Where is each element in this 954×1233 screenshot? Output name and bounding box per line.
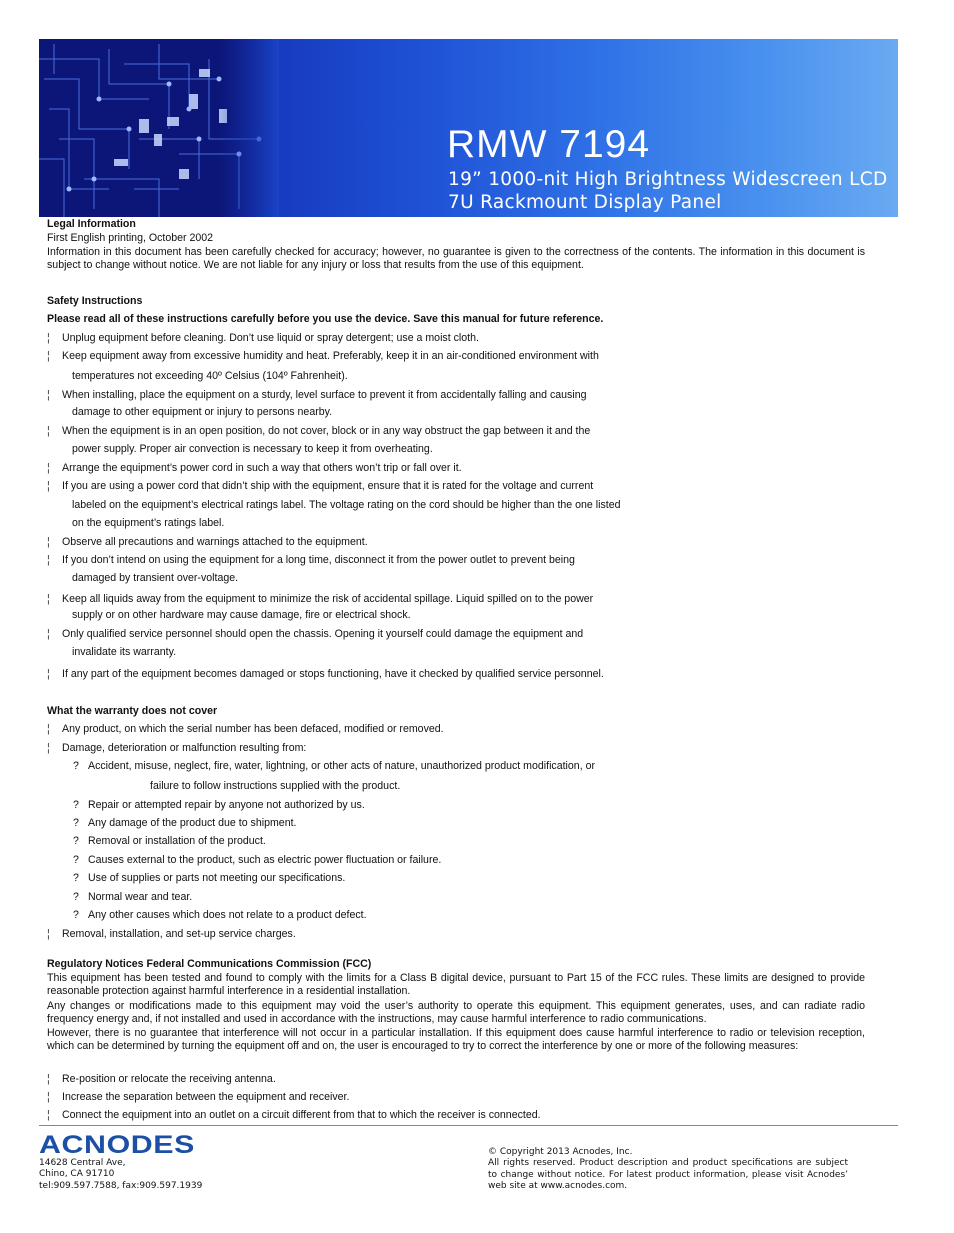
sub-bullet-mark: ?: [73, 872, 79, 884]
safety-item: ¦ Keep equipment away from excessive humidity and heat. Preferably, keep it in an air-conditioned environment with: [47, 350, 599, 362]
sub-bullet-mark: ?: [73, 909, 79, 921]
bullet-mark: ¦: [47, 554, 50, 566]
safety-item: ¦ When the equipment is in an open position, do not cover, block or in any way obstruct the gap between it and the: [47, 425, 591, 437]
safety-heading: Safety Instructions: [47, 295, 143, 307]
safety-intro: Please read all of these instructions carefully before you use the device. Save this manual for future reference.: [47, 313, 604, 325]
fcc-item: ¦ Increase the separation between the equipment and receiver.: [47, 1091, 350, 1103]
bullet-mark: ¦: [47, 593, 50, 605]
sub-bullet-mark: ?: [73, 891, 79, 903]
circuit-board-image: [39, 39, 279, 217]
bullet-mark: ¦: [47, 480, 50, 492]
warranty-subitem-cont: failure to follow instructions supplied with the product.: [150, 780, 401, 792]
warranty-item: ¦ Any product, on which the serial number has been defaced, modified or removed.: [47, 723, 444, 735]
sub-bullet-mark: ?: [73, 760, 79, 772]
bullet-mark: ¦: [47, 1091, 50, 1103]
warranty-subitem: ? Any other causes which does not relate to a product defect.: [73, 909, 367, 921]
sub-bullet-mark: ?: [73, 799, 79, 811]
bullet-mark: ¦: [47, 536, 50, 548]
address-city: Chino, CA 91710: [39, 1169, 115, 1180]
bullet-mark: ¦: [47, 628, 50, 640]
safety-item-cont: invalidate its warranty.: [72, 646, 177, 658]
bullet-mark: ¦: [47, 1073, 50, 1085]
bullet-mark: ¦: [47, 350, 50, 362]
product-subtitle-line1: 19” 1000-nit High Brightness Widescreen LCD: [448, 169, 888, 190]
product-title: RMW 7194: [447, 123, 651, 166]
bullet-mark: ¦: [47, 723, 50, 735]
address-street: 14628 Central Ave,: [39, 1158, 126, 1168]
safety-item-cont: power supply. Proper air convection is necessary to keep it from overheating.: [72, 443, 433, 455]
safety-item-cont: labeled on the equipment’s electrical ratings label. The voltage rating on the cord should be higher than the one listed: [72, 499, 621, 511]
warranty-heading: What the warranty does not cover: [47, 705, 218, 717]
safety-item-cont: damage to other equipment or injury to persons nearby.: [72, 406, 333, 418]
safety-item-cont: supply or on other hardware may cause damage, fire or electrical shock.: [72, 609, 411, 621]
bullet-mark: ¦: [47, 425, 50, 437]
bullet-mark: ¦: [47, 1109, 50, 1121]
fcc-item: ¦ Connect the equipment into an outlet on a circuit different from that to which the receiver is connected.: [47, 1109, 541, 1121]
safety-item: ¦ Observe all precautions and warnings attached to the equipment.: [47, 536, 368, 548]
footer-divider: [39, 1125, 898, 1126]
header-banner: [39, 39, 898, 217]
company-address: [39, 1158, 202, 1192]
warranty-subitem: ? Any damage of the product due to shipment.: [73, 817, 297, 829]
safety-item: ¦ When installing, place the equipment on a sturdy, level surface to prevent it from accidentally falling and causing: [47, 389, 587, 401]
warranty-item: ¦ Damage, deterioration or malfunction resulting from:: [47, 742, 307, 754]
copyright-line: © Copyright 2013 Acnodes, Inc.: [488, 1147, 633, 1157]
safety-item: ¦ Only qualified service personnel should open the chassis. Opening it yourself could damage the equipment and: [47, 628, 584, 640]
warranty-subitem: ? Repair or attempted repair by anyone not authorized by us.: [73, 799, 365, 811]
fcc-paragraph-1: This equipment has been tested and found to comply with the limits for a Class B digital device, pursuant to Part 15 of the FCC rules. These limits are designed to provide reasonable protection against harmful interference in a residential installation.: [47, 972, 865, 997]
bullet-mark: ¦: [47, 462, 50, 474]
warranty-item: ¦ Removal, installation, and set-up service charges.: [47, 928, 296, 940]
legal-paragraph: Information in this document has been carefully checked for accuracy; however, no guarantee is given to the correctness of the contents. The information in this document is subject to change without notice. We are not liable for any injury or loss that results from the use of this equipment.: [47, 246, 865, 271]
safety-item: ¦ Unplug equipment before cleaning. Don’t use liquid or spray detergent; use a moist cloth.: [47, 332, 479, 344]
safety-item: ¦ If you don’t intend on using the equipment for a long time, disconnect it from the power outlet to prevent being: [47, 554, 575, 566]
bullet-mark: ¦: [47, 389, 50, 401]
warranty-subitem: ? Removal or installation of the product.: [73, 835, 266, 847]
legal-heading: Legal Information: [47, 218, 136, 230]
safety-item: ¦ If any part of the equipment becomes damaged or stops functioning, have it checked by qualified service personnel.: [47, 668, 604, 680]
fcc-paragraph-3: However, there is no guarantee that interference will not occur in a particular installation. If this equipment does cause harmful interference to radio or television reception, which can be determined by turning the equipment off and on, the user is encouraged to try to correct the interference by one or more of the following measures:: [47, 1027, 865, 1052]
sub-bullet-mark: ?: [73, 835, 79, 847]
fcc-paragraph-2: Any changes or modifications made to this equipment may void the user’s authority to operate this equipment. This equipment generates, uses, and can radiate radio frequency energy and, if not installed and used in accordance with the instructions, may cause harmful interference to radio communications.: [47, 1000, 865, 1025]
address-phone: tel:909.597.7588, fax:909.597.1939: [39, 1180, 203, 1191]
legal-printing: First English printing, October 2002: [47, 232, 214, 244]
bullet-mark: ¦: [47, 928, 50, 940]
safety-item: ¦ If you are using a power cord that didn’t ship with the equipment, ensure that it is rated for the voltage and current: [47, 480, 594, 492]
fcc-item: ¦ Re-position or relocate the receiving antenna.: [47, 1073, 276, 1085]
warranty-subitem: ? Causes external to the product, such as electric power fluctuation or failure.: [73, 854, 442, 866]
safety-item-cont: temperatures not exceeding 40º Celsius (104º Fahrenheit).: [72, 370, 348, 382]
warranty-subitem: ? Normal wear and tear.: [73, 891, 193, 903]
fcc-heading: Regulatory Notices Federal Communications Commission (FCC): [47, 958, 372, 970]
warranty-subitem: ? Accident, misuse, neglect, fire, water, lightning, or other acts of nature, unauthorized product modification, or: [73, 760, 596, 772]
acnodes-logo: [39, 1131, 197, 1157]
sub-bullet-mark: ?: [73, 854, 79, 866]
bullet-mark: ¦: [47, 332, 50, 344]
safety-item: ¦ Keep all liquids away from the equipment to minimize the risk of accidental spillage. Liquid spilled on to the power: [47, 593, 594, 605]
safety-item-cont: damaged by transient over-voltage.: [72, 572, 239, 584]
svg-text:ACNODES: ACNODES: [39, 1131, 195, 1157]
rights-text: All rights reserved. Product description and product specifications are subject to change without notice. For latest product information, please visit Acnodes’ web site at www.acnodes.com.: [488, 1158, 848, 1192]
warranty-subitem: ? Use of supplies or parts not meeting our specifications.: [73, 872, 346, 884]
bullet-mark: ¦: [47, 668, 50, 680]
product-subtitle-line2: 7U Rackmount Display Panel: [448, 192, 722, 213]
safety-item-cont: on the equipment’s ratings label.: [72, 517, 225, 529]
bullet-mark: ¦: [47, 742, 50, 754]
sub-bullet-mark: ?: [73, 817, 79, 829]
copyright-notice: [488, 1147, 848, 1193]
safety-item: ¦ Arrange the equipment’s power cord in such a way that others won’t trip or fall over it.: [47, 462, 462, 474]
